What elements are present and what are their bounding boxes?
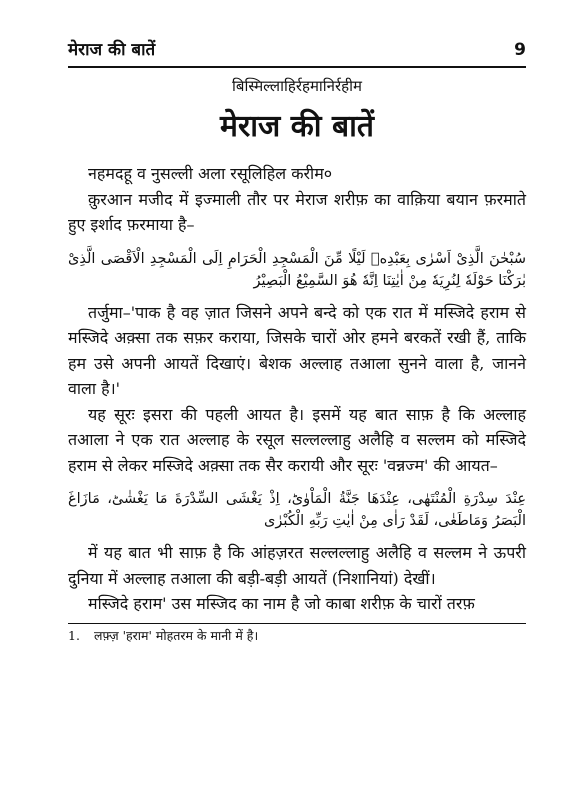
paragraph-masjid-haram: मस्जिदे हराम' उस मस्जिद का नाम है जो काबा शरीफ़ के चारों तरफ़ — [88, 594, 475, 613]
footnote — [68, 627, 526, 645]
footnote-text: लफ़्ज़ 'हराम' मोहतरम के मानी में है। — [94, 627, 259, 643]
book-page — [68, 38, 526, 645]
bismillah: बिस्मिल्लाहिर्रहमानिर्रहीम — [232, 77, 362, 95]
chapter-title: मेराज की बातें — [220, 109, 374, 144]
page-number: 9 — [514, 40, 526, 60]
paragraph-translation: तर्जुमा–'पाक है वह ज़ात जिसने अपने बन्दे को एक रात में मस्जिदे हराम से मस्जिदे अक़्सा तक सफ़र कराया, जिसके चारों ओर हमने बरकतें रखी हैं, ताकि हम उसे अपनी आयतें दिखाएं। बेशक अल्लाह तआला सुनने वाला है, जानने वाला है।' — [68, 302, 526, 398]
header-rule — [68, 66, 526, 68]
arabic-verse-isra: سُبْحٰنَ الَّذِیْ اَسْرٰی بِعَبْدِهٖ لَیْلًا مِّنَ الْمَسْجِدِ الْحَرَامِ اِلَی الْمَسْجِدِ الْاَقْصَی الَّذِیْ بٰرَكْنَا حَوْلَهٗ لِنُرِیَهٗ مِنْ اٰیٰتِنَا اِنَّهٗ هُوَ السَّمِیْعُ الْبَصِیْرُ — [68, 250, 526, 289]
paragraph-opening: नहमदहू व नुसल्ली अला रसूलिहिल करीम० — [88, 164, 333, 183]
running-title: मेराज की बातें — [68, 40, 156, 60]
paragraph-intro: क़ुरआन मजीद में इज्माली तौर पर मेराज शरीफ़ का वाक़िया बयान फ़रमाते हुए इर्शाद फ़रमाया है– — [68, 189, 526, 234]
paragraph-conclusion: में यह बात भी साफ़ है कि आंहज़रत सल्लल्लाहु अलैहि व सल्लम ने ऊपरी दुनिया में अल्लाह तआला की बड़ी-बड़ी आयतें (निशानियां) देखीं। — [68, 543, 526, 588]
footnote-number: 1. — [68, 627, 80, 643]
running-header — [68, 38, 526, 60]
footnote-rule — [68, 623, 526, 624]
paragraph-explanation: यह सूरः इसरा की पहली आयत है। इसमें यह बात साफ़ है कि अल्लाह तआला ने एक रात अल्लाह के रसूल सल्लल्लाहु अलैहि व सल्लम को मस्जिदे हराम से लेकर मस्जिदे अक़्सा तक सैर करायी और सूरः 'वन्नज्म' की आयत– — [68, 404, 526, 475]
arabic-verse-najm: عِنْدَ سِدْرَةِ الْمُنْتَهٰی، عِنْدَهَا جَنَّةُ الْمَاْوٰیؕ، اِذْ یَغْشَی السِّدْرَةَ مَا یَغْشٰیؕ، مَازَاغَ الْبَصَرُ وَمَاطَغٰی، لَقَدْ رَاٰی مِنْ اٰیٰتِ رَبِّهِ الْكُبْرٰی — [68, 491, 526, 529]
